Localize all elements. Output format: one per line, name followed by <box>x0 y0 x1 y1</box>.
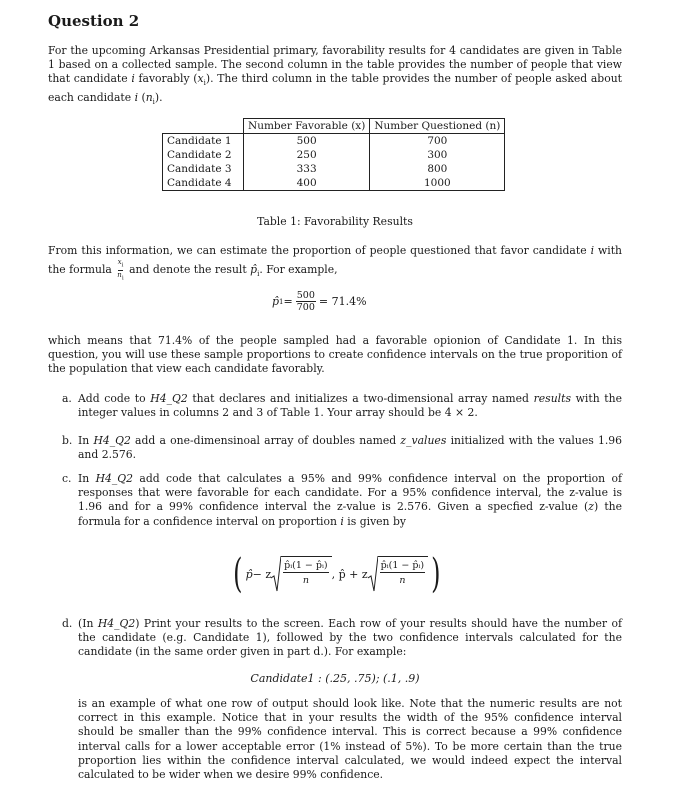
table-cell: Candidate 4 <box>163 176 244 191</box>
example-output: Candidate1 : (.25, .75); (.1, .9) <box>250 672 420 685</box>
table-row <box>163 148 505 162</box>
table-cell: 800 <box>370 162 505 176</box>
table-cell: Candidate 3 <box>163 162 244 176</box>
example-equation: p̂ 1 = $\frac{500}{700}$ = 71.4% <box>272 290 367 313</box>
list-item-a: a. Add code to H4_Q2 that declares and initializes a two-dimensional array named results with the integer values in columns 2 and 3 of Table 1. Your array should be 4 × 2. <box>62 392 622 420</box>
table-row <box>163 162 505 176</box>
estimate-paragraph: From this information, we can estimate the proportion of people questioned that favor candidate i with the formula $\frac{x_i}{n_i}$ and denote the result $p̂_i$. For example, <box>48 244 622 281</box>
table-row <box>163 176 505 191</box>
table-cell: 333 <box>244 162 370 176</box>
table-cell: 250 <box>244 148 370 162</box>
table-header-cell: Number Questioned (n) <box>370 119 505 134</box>
list-item-c: c. In H4_Q2 add code that calculates a 95% and 99% confidence interval on the proportion of responses that were favorable for each candidate. For a 95% confidence interval, the z-value is 1.96 and for a 99% confidence interval the z-value is 2.576. Given a specfied z-value (z) the formula for a confidence interval on proportion i is given by <box>62 472 623 528</box>
list-item-b: b. In H4_Q2 add a one-dimensinoal array of doubles named z_values initialized with the values 1.96 and 2.576. <box>62 434 623 462</box>
ratio-fraction: $\frac{x_i}{n_i}$ <box>117 258 124 281</box>
table-row <box>163 134 505 149</box>
table-cell: 400 <box>244 176 370 191</box>
radical-sign-icon <box>368 556 378 592</box>
sqrt-term: $\frac{\text{p̂ᵢ(1 − p̂ᵢ)}}{n}$ <box>368 556 428 592</box>
left-paren: ( <box>233 551 243 597</box>
question-title: Question 2 <box>48 12 140 30</box>
table-cell: 1000 <box>370 176 505 191</box>
right-paren: ) <box>431 551 441 597</box>
list-item-d: d. (In H4_Q2) Print your results to the screen. Each row of your results should have the number of the candidate (e.g. Candidate 1), followed by the two confidence intervals calculated for the candidate (in the same order given in part d.). For example: <box>62 617 622 659</box>
table-cell: Candidate 1 <box>163 134 244 149</box>
favorability-table <box>162 118 505 191</box>
explain-paragraph: which means that 71.4% of the people sampled had a favorable opionion of Candidate 1. In this question, you will use these sample proportions to create confidence intervals on the true proporition of the population that view each candidate favorably. <box>48 334 622 376</box>
table-header-row <box>163 119 505 134</box>
radical-sign-icon <box>271 556 281 592</box>
intro-paragraph: For the upcoming Arkansas Presidential primary, favorability results for 4 candidates are given in Table 1 based on a collected sample. The second column in the table provides the number of people that view that candidate i favorably $(x_i)$. The third column in the table provides the number of people asked about each candidate i $(n_i)$. <box>48 44 623 106</box>
table-header-cell: Number Favorable (x) <box>244 119 370 134</box>
closing-paragraph: is an example of what one row of output should look like. Note that the numeric results are not correct in this example. Notice that in your results the width of the 95% confidence interval should be smaller than the 99% confidence interval. This is correct because a 99% confidence interval calls for a lower acceptable error (1% instead of 5%). To be more certain than the true proportion lies within the confidence interval calculated, we would indeed expect the interval calculated to be wider when we desire 99% confidence. <box>78 697 622 782</box>
table-header-cell <box>163 119 244 134</box>
table-cell: 300 <box>370 148 505 162</box>
confidence-interval-formula: ( p̂ − z $\frac{\text{p̂ᵢ(1 − p̂ᵢ)}}{n}$ , p̂ + z $\frac{\text{p̂ᵢ(1 − p̂ᵢ)}}{n}$ ) <box>233 551 441 597</box>
table-cell: Candidate 2 <box>163 148 244 162</box>
table-caption: Table 1: Favorability Results <box>257 215 413 228</box>
example-fraction: $\frac{500}{700}$ <box>296 290 315 313</box>
table-cell: 500 <box>244 134 370 149</box>
table-cell: 700 <box>370 134 505 149</box>
sqrt-term: $\frac{\text{p̂ᵢ(1 − p̂ᵢ)}}{n}$ <box>271 556 331 592</box>
